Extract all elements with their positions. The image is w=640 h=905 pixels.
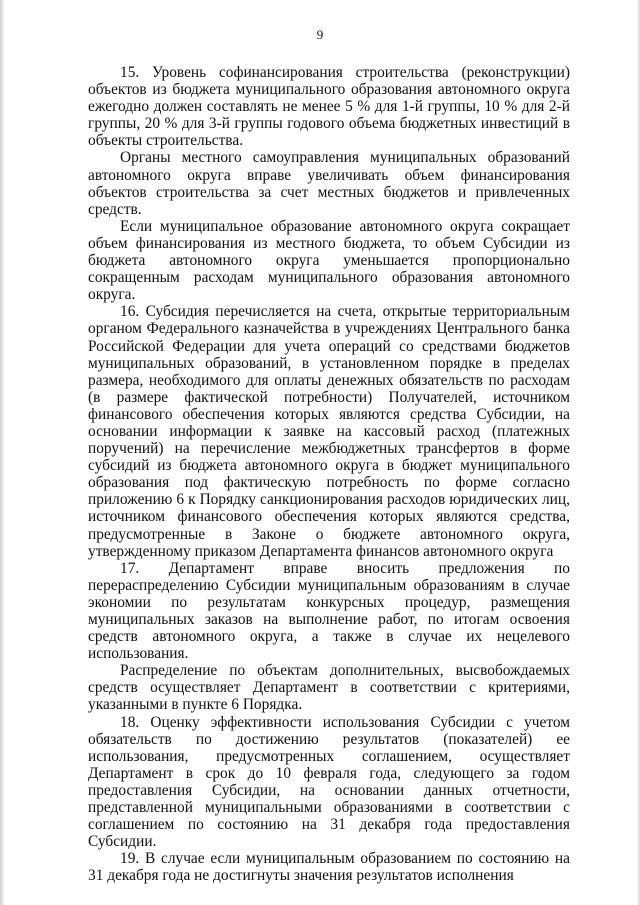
scan-edge-left bbox=[0, 0, 4, 905]
paragraph-budget-reduction: Если муниципальное образование автономного округа сокращает объем финансирования из местного бюджета, то объем Субсидии из бюджета автономного округа уменьшается пропорционально сокращенным расходам муниципального образования автономного округа. bbox=[88, 217, 570, 304]
paragraph-19: 19. В случае если муниципальным образованием по состоянию на 31 декабря года не достигнуты значения результатов исполнения bbox=[88, 850, 570, 885]
paragraph-16: 16. Субсидия перечисляется на счета, открытые территориальным органом Федерального казначейства в учреждениях Центрального банка Российской Федерации для учета операций со средствами бюджетов муниципальных образований, в установленном порядке в пределах размера, необходимого для оплаты денежных обязательств по расходам (в размере фактической потребности) Получателей, источником финансового обеспечения которых являются средства Субсидии, на основании информации к заявке на кассовый расход (платежных поручений) на перечисление межбюджетных трансфертов в форме субсидий из бюджета автономного округа в бюджет муниципального образования под фактическую потребность по форме согласно приложению 6 к Порядку санкционирования расходов юридических лиц, источником финансового обеспечения которых являются средства, предусмотренные в Законе о бюджете автономного округа, утвержденному приказом Департамента финансов автономного округа bbox=[88, 303, 570, 560]
page-number: 9 bbox=[316, 27, 324, 42]
paragraph-15: 15. Уровень софинансирования строительства (реконструкции) объектов из бюджета муниципального образования автономного округа ежегодно должен составлять не менее 5 % для 1-й группы, 10 % для 2-й группы, 20 % для 3-й группы годового объема бюджетных инвестиций в объекты строительства. bbox=[88, 64, 570, 150]
paragraph-17: 17. Департамент вправе вносить предложения по перераспределению Субсидии муниципальным образованиям в случае экономии по результатам конкурсных процедур, размещения муниципальных заказов на выполнение работ, по итогам освоения средств автономного округа, а также в случае их нецелевого использования. bbox=[88, 559, 570, 663]
paragraph-18: 18. Оценку эффективности использования Субсидии с учетом обязательств по достижению результатов (показателей) ее использования, предусмотренных соглашением, осуществляет Департамент в срок до 10 февраля года, следующего за годом предоставления Субсидии, на основании данных отчетности, представленной муниципальными образованиями в соответствии с соглашением по состоянию на 31 декабря года предоставления Субсидии. bbox=[88, 713, 570, 851]
document-body bbox=[88, 64, 570, 885]
paragraph-redistribution: Распределение по объектам дополнительных, высвобождаемых средств осуществляет Департамент в соответствии с критериями, указанными в пункте 6 Порядка. bbox=[88, 662, 570, 714]
paragraph-local-government: Органы местного самоуправления муниципальных образований автономного округа вправе увеличивать объем финансирования объектов строительства за счет местных бюджетов и привлеченных средств. bbox=[88, 149, 570, 218]
